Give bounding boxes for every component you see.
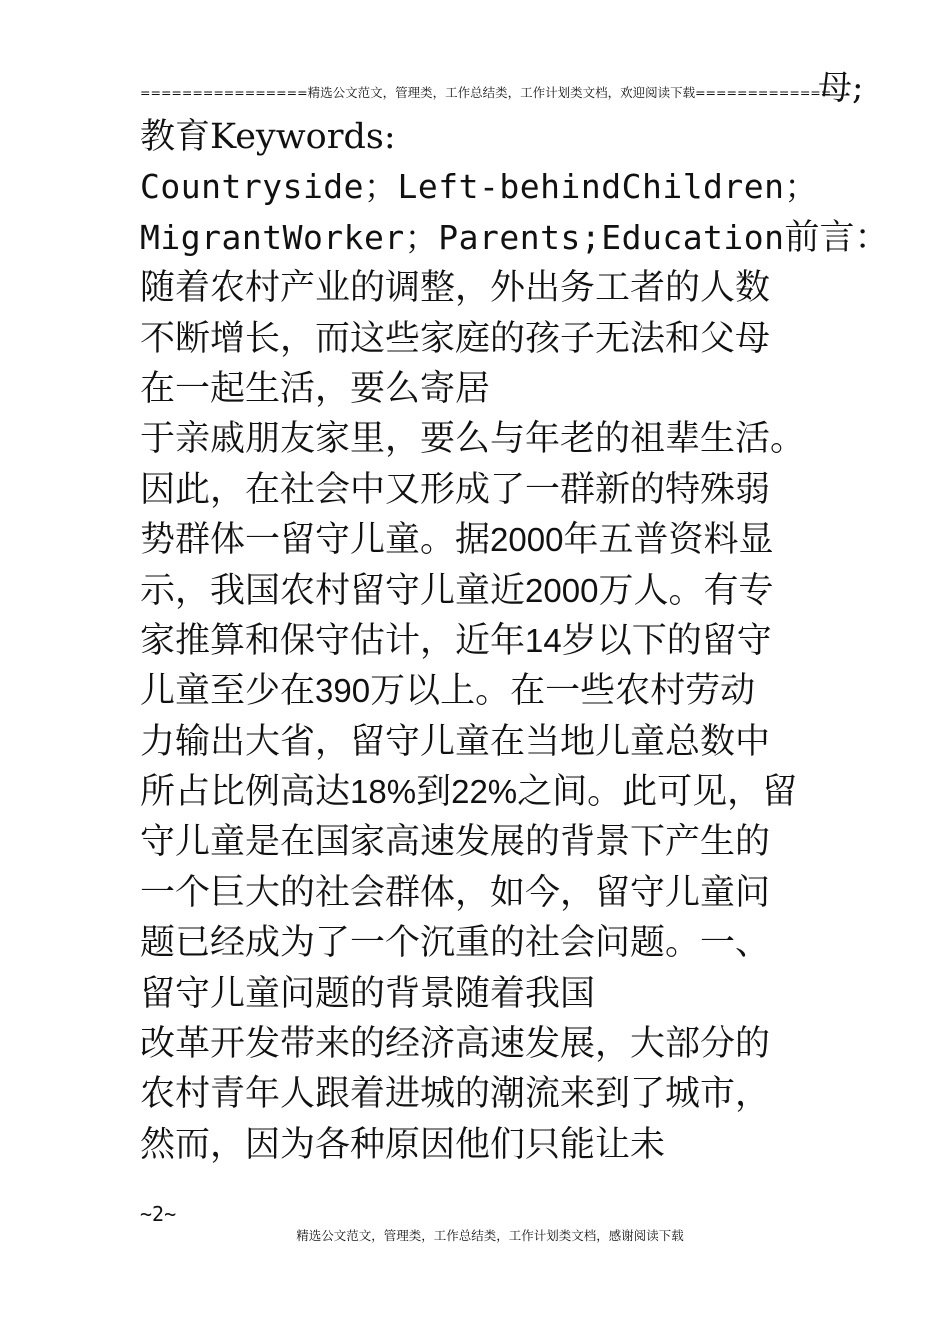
paragraph-text: 守儿童是在国家高速发展的背景下产生的 (140, 822, 771, 863)
text-line (140, 1069, 860, 1119)
keywords-list: Countryside；Left-behindChildren； (140, 167, 819, 207)
paragraph-text: 儿童至少在 (140, 671, 316, 712)
paragraph-text: 所占比例高达 (140, 772, 351, 813)
paragraph-text: 题已经成为了一个沉重的社会问题。一、 (140, 923, 771, 964)
paragraph-text: 万人。有专 (598, 570, 774, 611)
paragraph-text: 不断增长，而这些家庭的孩子无法和父母 (140, 318, 771, 359)
text-line (140, 515, 860, 565)
text-line (140, 717, 860, 767)
text-line (140, 868, 860, 918)
paragraph-text: 势群体一留守儿童。据 (140, 520, 491, 561)
text-line (140, 263, 860, 313)
text-line (140, 666, 860, 716)
text-line (140, 767, 860, 817)
number-text: 14 (525, 621, 562, 659)
paragraph-text: 万以上。在一些农村劳动 (370, 671, 756, 712)
text-line (140, 465, 860, 515)
paragraph-text: 力输出大省，留守儿童在当地儿童总数中 (140, 721, 771, 762)
header-banner: ================精选公文范文，管理类，工作总结类，工作计划类文档，欢迎阅读下载============= (140, 85, 832, 100)
paragraph-text: 家推算和保守估计，近年 (140, 620, 526, 661)
paragraph-text: 因此，在社会中又形成了一群新的特殊弱 (140, 469, 771, 510)
footer-text: 精选公文范文，管理类，工作总结类，工作计划类文档，感谢阅读下载 (296, 1228, 684, 1243)
paragraph-text: 之间。此可见，留 (517, 772, 798, 813)
text-line (140, 566, 860, 616)
header-tail-text: 母; (818, 68, 864, 108)
number-text: 390 (315, 672, 371, 710)
text-line (140, 616, 860, 666)
paragraph-text: 随着农村产业的调整，外出务工者的人数 (140, 268, 771, 309)
text-line (140, 1019, 860, 1069)
paragraph-text: 改革开发带来的经济高速发展，大部分的 (140, 1024, 771, 1065)
number-text: 2000 (525, 571, 599, 609)
paragraph-text: 年五普资料显 (563, 520, 774, 561)
paragraph-text: 在一起生活，要么寄居 (140, 368, 491, 409)
text-line (140, 112, 860, 162)
text-line (140, 918, 860, 968)
paragraph-text: 留守儿童问题的背景随着我国 (140, 973, 596, 1014)
text-line (140, 817, 860, 867)
text-line (140, 213, 890, 263)
keywords-label: 教育Keywords: (140, 117, 396, 157)
number-text: 2000 (490, 521, 564, 559)
body-text (140, 112, 890, 1170)
paragraph-text: 农村青年人跟着进城的潮流来到了城市， (140, 1074, 771, 1115)
paragraph-text: 于亲戚朋友家里，要么与年老的祖辈生活。 (140, 419, 806, 460)
paragraph-text: 一个巨大的社会群体，如今，留守儿童问 (140, 872, 771, 913)
number-text: 18% (350, 773, 417, 811)
text-line (140, 314, 860, 364)
text-line (140, 414, 860, 464)
text-line (140, 162, 860, 212)
paragraph-text: 到 (416, 772, 452, 813)
paragraph-text: 然而，因为各种原因他们只能让未 (140, 1124, 666, 1165)
number-text: 22% (451, 773, 518, 811)
paragraph-text: 岁以下的留守 (561, 620, 772, 661)
text-line (140, 364, 860, 414)
preface-heading: 前言： (784, 217, 890, 258)
paragraph-text: 示，我国农村留守儿童近 (140, 570, 526, 611)
text-line (140, 1120, 860, 1170)
keywords-list-continued: MigrantWorker；Parents;Education (140, 217, 785, 257)
footer (0, 1228, 950, 1244)
text-line (140, 969, 860, 1019)
page-number: ~2~ (140, 1202, 177, 1226)
